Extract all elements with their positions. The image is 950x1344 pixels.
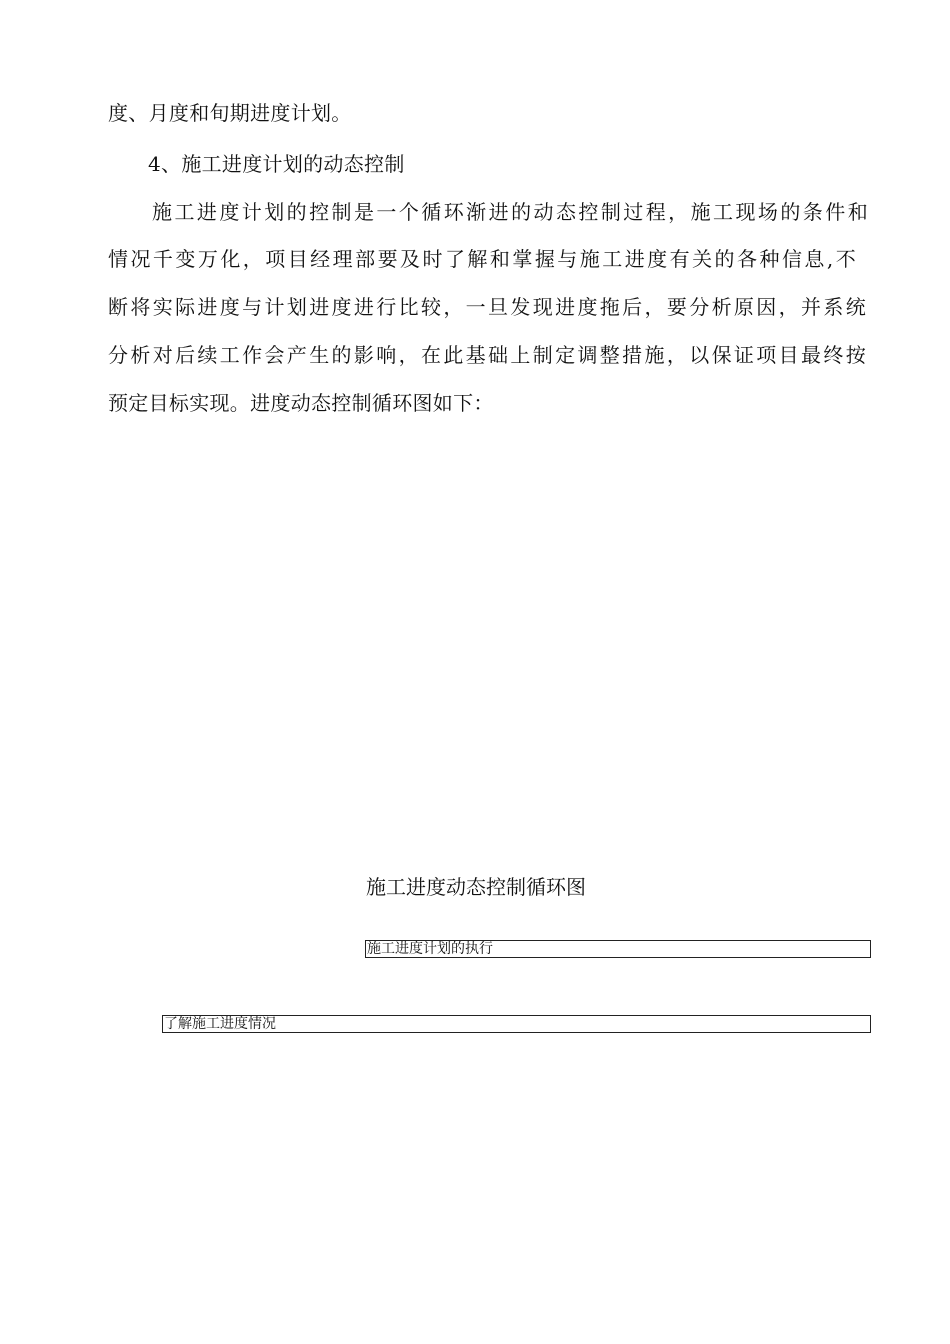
box-plan-execution: 施工进度计划的执行: [365, 940, 871, 958]
box-progress-status: 了解施工进度情况: [162, 1015, 871, 1033]
diagram-title: 施工进度动态控制循环图: [366, 875, 586, 899]
paragraph-line-7: 预定目标实现。进度动态控制循环图如下：: [108, 391, 494, 415]
paragraph-line-4: 情况千变万化，项目经理部要及时了解和掌握与施工进度有关的各种信息,不: [108, 247, 856, 271]
paragraph-line-1: 度、月度和旬期进度计划。: [108, 101, 352, 125]
paragraph-line-3: 施工进度计划的控制是一个循环渐进的动态控制过程，施工现场的条件和: [152, 200, 868, 224]
paragraph-line-6: 分析对后续工作会产生的影响，在此基础上制定调整措施，以保证项目最终按: [108, 343, 866, 367]
section-heading: 4、施工进度计划的动态控制: [148, 152, 405, 176]
paragraph-line-5: 断将实际进度与计划进度进行比较，一旦发现进度拖后，要分析原因，并系统: [108, 295, 866, 319]
